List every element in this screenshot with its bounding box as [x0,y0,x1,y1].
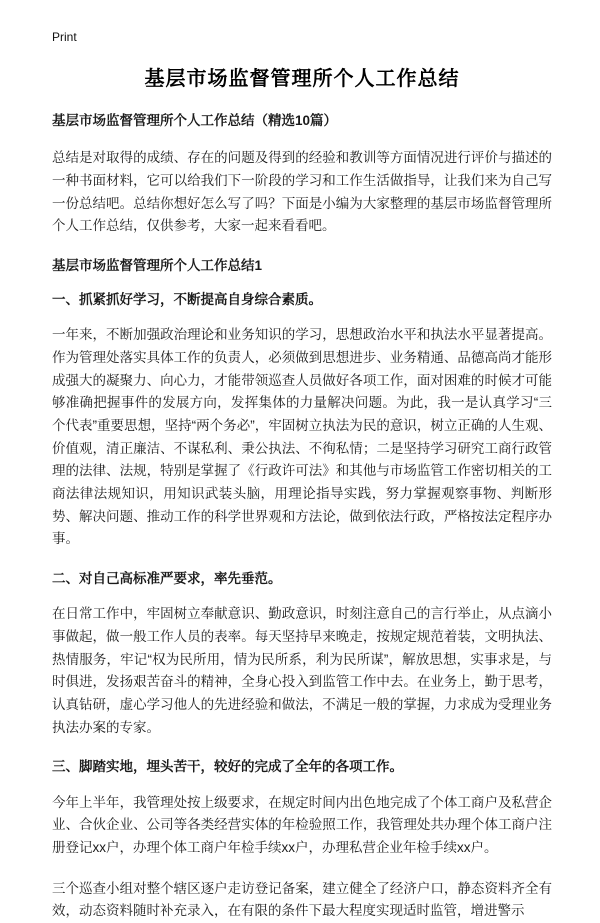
paragraph-part-2: 在日常工作中，牢固树立奉献意识、勤政意识，时刻注意自己的言行举止，从点滴小事做起，做一般工作人员的表率。每天坚持早来晚走，按规定规范着装，文明执法、热情服务，牢记“权为民所用，情为民所系，利为民所谋”，解放思想，实事求是，与时俱进，发扬艰苦奋斗的精神，全身心投入到监管工作中去。在业务上，勤于思考，认真钻研，虚心学习他人的先进经验和做法，不满足一般的掌握，力求成为受理业务执法办案的专家。 [52,606,552,735]
section-heading-part-2: 二、对自己高标准严要求，率先垂范。 [52,571,282,587]
paragraph-part-1: 一年来，不断加强政治理论和业务知识的学习，思想政治水平和执法水平显著提高。作为管理处落实具体工作的负责人，必须做到思想进步、业务精通、品德高尚才能形成强大的凝聚力、向心力，才能带领巡查人员做好各项工作，面对困难的时候才可能够准确把握事件的发展方向，发挥集体的力量解决问题。为此，我一是认真学习“三个代表”重要思想，坚持“两个务必”，牢固树立执法为民的意识，树立正确的人生观、价值观，清正廉洁、不谋私利、秉公执法、不徇私情；二是坚持学习研究工商行政管理的法律、法规，特别是掌握了《行政许可法》和其他与市场监管工作密切相关的工商法律法规知识，用知识武装头脑，用理论指导实践，努力掌握观察事物、判断形势、解决问题、推动工作的科学世界观和方法论，做到依法行政，严格按法定程序办事。 [52,327,552,547]
print-link[interactable]: Print [52,30,77,44]
paragraph-part-3: 今年上半年，我管理处按上级要求，在规定时间内出色地完成了个体工商户及私营企业、合伙企业、公司等各类经营实体的年检验照工作，我管理处共办理个体工商户注册登记xx户，办理个体工商户年检手续xx户，办理私营企业年检手续xx户。 [52,794,552,856]
paragraph-part-3-continued: 三个巡查小组对整个辖区逐户走访登记备案，建立健全了经济户口，静态资料齐全有效，动态资料随时补充录入，在有限的条件下最大程度实现适时监管，增进警示 [52,880,552,919]
section-heading-part-3: 三、脚踏实地，埋头苦干，较好的完成了全年的各项工作。 [52,759,403,775]
page-title: 基层市场监督管理所个人工作总结 [144,68,460,90]
section-heading-summary-1: 基层市场监督管理所个人工作总结1 [52,257,263,273]
paragraph-intro: 总结是对取得的成绩、存在的问题及得到的经验和教训等方面情况进行评价与描述的一种书面材料，它可以给我们下一阶段的学习和工作生活做指导，让我们来为自己写一份总结吧。总结你想好怎么写了吗？下面是小编为大家整理的基层市场监督管理所个人工作总结，仅供参考，大家一起来看看吧。 [52,150,552,234]
doc-subtitle: 基层市场监督管理所个人工作总结（精选10篇） [52,113,338,128]
section-heading-part-1: 一、抓紧抓好学习，不断提高自身综合素质。 [52,292,322,308]
